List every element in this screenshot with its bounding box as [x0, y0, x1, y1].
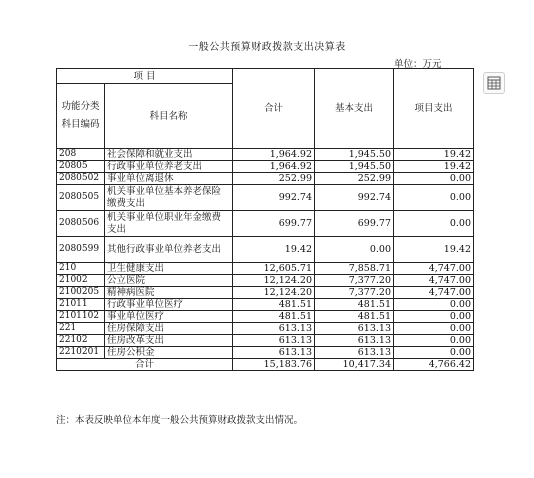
table-row [57, 173, 474, 185]
subject-name: 其他行政事业单位养老支出 [105, 237, 233, 263]
subject-name: 住房保障支出 [105, 323, 233, 335]
subject-code: 2080502 [57, 173, 105, 185]
subject-code: 21011 [57, 299, 105, 311]
project-value: 0.00 [394, 311, 474, 323]
basic-header: 基本支出 [315, 69, 394, 149]
sum-label: 合计 [57, 359, 233, 371]
subject-code: 20805 [57, 161, 105, 173]
sum-basic-value: 10,417.34 [315, 359, 394, 371]
basic-value: 992.74 [315, 185, 394, 211]
subject-code: 21002 [57, 275, 105, 287]
sum-row [57, 359, 474, 371]
table-row [57, 347, 474, 359]
subject-code: 221 [57, 323, 105, 335]
subject-name: 机关事业单位基本养老保险缴费支出 [105, 185, 233, 211]
subject-code: 2080599 [57, 237, 105, 263]
table-row [57, 237, 474, 263]
basic-value: 0.00 [315, 237, 394, 263]
total-value: 19.42 [233, 237, 315, 263]
subject-code: 22102 [57, 335, 105, 347]
header-row-item [57, 69, 474, 84]
project-header: 项目支出 [394, 69, 474, 149]
item-header: 项 目 [57, 69, 233, 84]
table-row [57, 161, 474, 173]
subject-code: 210 [57, 263, 105, 275]
project-value: 0.00 [394, 323, 474, 335]
subject-name: 行政事业单位医疗 [105, 299, 233, 311]
subject-name: 机关事业单位职业年金缴费支出 [105, 211, 233, 237]
basic-value: 7,858.71 [315, 263, 394, 275]
basic-value: 699.77 [315, 211, 394, 237]
subject-name: 卫生健康支出 [105, 263, 233, 275]
total-header: 合计 [233, 69, 315, 149]
basic-value: 613.13 [315, 323, 394, 335]
total-value: 699.77 [233, 211, 315, 237]
sum-project-value: 4,766.42 [394, 359, 474, 371]
total-value: 992.74 [233, 185, 315, 211]
subject-name-header: 科目名称 [105, 84, 233, 149]
total-value: 1,964.92 [233, 149, 315, 161]
project-value: 0.00 [394, 299, 474, 311]
subject-code: 2210201 [57, 347, 105, 359]
total-value: 12,605.71 [233, 263, 315, 275]
project-value: 0.00 [394, 185, 474, 211]
project-value: 19.42 [394, 149, 474, 161]
subject-name: 精神病医院 [105, 287, 233, 299]
subject-name: 社会保障和就业支出 [105, 149, 233, 161]
footnote: 注：本表反映单位本年度一般公共预算财政拨款支出情况。 [56, 415, 304, 426]
total-value: 613.13 [233, 335, 315, 347]
total-value: 12,124.20 [233, 287, 315, 299]
total-value: 613.13 [233, 323, 315, 335]
subject-code-label: 科目编码 [61, 119, 100, 130]
basic-value: 613.13 [315, 335, 394, 347]
basic-value: 481.51 [315, 311, 394, 323]
table-row [57, 335, 474, 347]
table-row [57, 185, 474, 211]
basic-value: 7,377.20 [315, 275, 394, 287]
subject-code: 2080505 [57, 185, 105, 211]
subject-name: 住房公积金 [105, 347, 233, 359]
table-row [57, 323, 474, 335]
table-view-icon[interactable] [483, 72, 505, 94]
subject-code: 208 [57, 149, 105, 161]
project-value: 19.42 [394, 161, 474, 173]
basic-value: 7,377.20 [315, 287, 394, 299]
total-value: 481.51 [233, 311, 315, 323]
basic-value: 481.51 [315, 299, 394, 311]
table-row [57, 263, 474, 275]
subject-name: 住房改革支出 [105, 335, 233, 347]
basic-value: 252.99 [315, 173, 394, 185]
total-value: 613.13 [233, 347, 315, 359]
func-class-header [57, 84, 105, 149]
subject-code: 2101102 [57, 311, 105, 323]
sum-total-value: 15,183.76 [233, 359, 315, 371]
table-row [57, 311, 474, 323]
basic-value: 613.13 [315, 347, 394, 359]
project-value: 0.00 [394, 335, 474, 347]
total-value: 252.99 [233, 173, 315, 185]
basic-value: 1,945.50 [315, 149, 394, 161]
subject-name: 事业单位医疗 [105, 311, 233, 323]
basic-value: 1,945.50 [315, 161, 394, 173]
subject-code: 2100205 [57, 287, 105, 299]
expenditure-table [56, 68, 474, 371]
total-value: 481.51 [233, 299, 315, 311]
table-row [57, 299, 474, 311]
subject-name: 事业单位离退休 [105, 173, 233, 185]
unit-label: 单位：万元 [394, 59, 442, 70]
table-row [57, 287, 474, 299]
total-value: 12,124.20 [233, 275, 315, 287]
table-row [57, 149, 474, 161]
project-value: 0.00 [394, 173, 474, 185]
project-value: 19.42 [394, 237, 474, 263]
project-value: 0.00 [394, 211, 474, 237]
subject-name: 公立医院 [105, 275, 233, 287]
subject-name: 行政事业单位养老支出 [105, 161, 233, 173]
project-value: 4,747.00 [394, 275, 474, 287]
table-row [57, 275, 474, 287]
project-value: 4,747.00 [394, 287, 474, 299]
table-row [57, 211, 474, 237]
table-grid-icon [487, 76, 501, 90]
project-value: 0.00 [394, 347, 474, 359]
subject-code: 2080506 [57, 211, 105, 237]
total-value: 1,964.92 [233, 161, 315, 173]
func-class-label: 功能分类 [61, 101, 100, 112]
page-title: 一般公共预算财政拨款支出决算表 [188, 42, 346, 53]
project-value: 4,747.00 [394, 263, 474, 275]
